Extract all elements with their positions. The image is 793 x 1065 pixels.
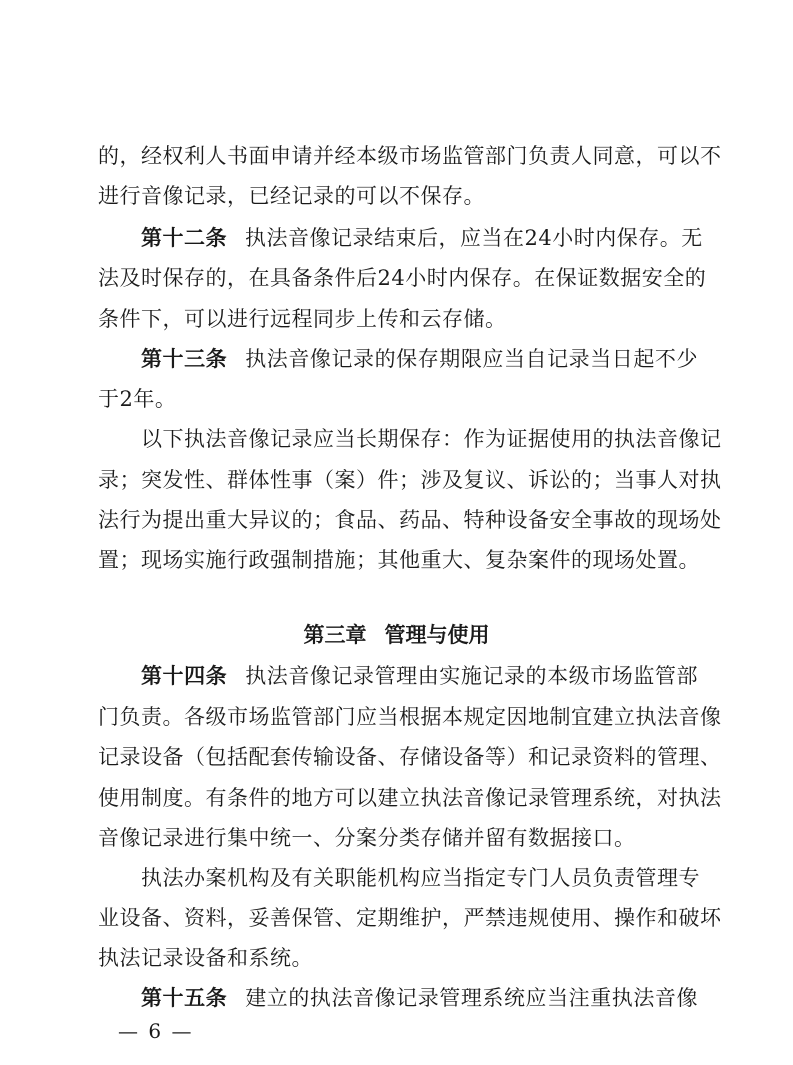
chapter-title: 管理与使用: [384, 623, 490, 647]
article-15-line: [141, 985, 698, 1011]
paragraph-line: 门负责。各级市场监管部门应当根据本规定因地制宜建立执法音像: [98, 705, 722, 729]
chapter-heading: [0, 622, 793, 648]
paragraph-line: 执法办案机构及有关职能机构应当指定专门人员负责管理专: [141, 866, 700, 890]
article-13-line: [141, 346, 698, 372]
paragraph-line: 置；现场实施行政强制措施；其他重大、复杂案件的现场处置。: [98, 548, 700, 572]
article-12-title: 第十二条: [141, 226, 227, 250]
paragraph-line: 的，经权利人书面申请并经本级市场监管部门负责人同意，可以不: [98, 144, 722, 168]
article-12-line: [141, 225, 703, 251]
paragraph-line: 以下执法音像记录应当长期保存：作为证据使用的执法音像记: [141, 427, 722, 451]
paragraph-line: 于2年。: [98, 387, 177, 411]
paragraph-text: 执法音像记录结束后，应当在24小时内保存。无: [245, 226, 703, 250]
article-15-title: 第十五条: [141, 986, 228, 1010]
paragraph-line: 业设备、资料，妥善保管、定期维护，严禁违规使用、操作和破坏: [98, 906, 722, 930]
paragraph-line: 使用制度。有条件的地方可以建立执法音像记录管理系统，对执法: [98, 786, 722, 810]
paragraph-line: 执法记录设备和系统。: [98, 946, 313, 970]
paragraph-text: 建立的执法音像记录管理系统应当注重执法音像: [245, 986, 698, 1010]
paragraph-line: 法及时保存的，在具备条件后24小时内保存。在保证数据安全的: [98, 266, 707, 290]
article-13-title: 第十三条: [141, 347, 228, 371]
chapter-number: 第三章: [303, 623, 367, 647]
paragraph-line: 法行为提出重大异议的；食品、药品、特种设备安全事故的现场处: [98, 508, 722, 532]
article-14-line: [141, 663, 698, 689]
paragraph-line: 录；突发性、群体性事（案）件；涉及复议、诉讼的；当事人对执: [98, 468, 722, 492]
paragraph-line: 条件下，可以进行远程同步上传和云存储。: [98, 307, 507, 331]
article-14-title: 第十四条: [141, 664, 228, 688]
paragraph-text: 执法音像记录的保存期限应当自记录当日起不少: [245, 347, 698, 371]
paragraph-line: 进行音像记录，已经记录的可以不保存。: [98, 184, 485, 208]
paragraph-line: 音像记录进行集中统一、分案分类存储并留有数据接口。: [98, 826, 636, 850]
paragraph-line: 记录设备（包括配套传输设备、存储设备等）和记录资料的管理、: [98, 745, 722, 769]
page-number: — 6 —: [118, 1019, 194, 1043]
paragraph-text: 执法音像记录管理由实施记录的本级市场监管部: [245, 664, 698, 688]
